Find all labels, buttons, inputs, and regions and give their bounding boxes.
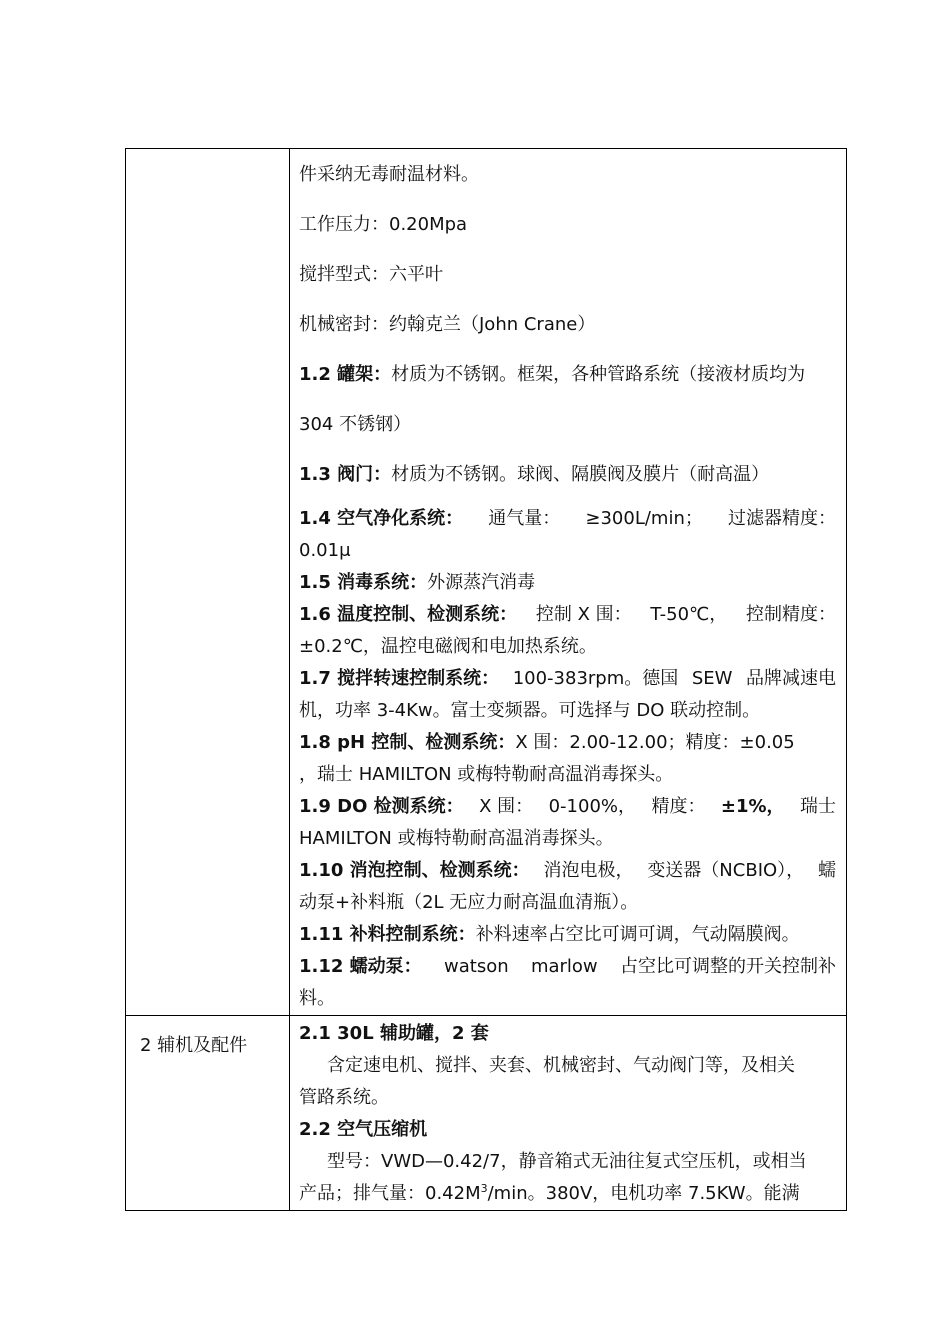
spec-line: 机，功率 3-4Kw。富士变频器。可选择与 DO 联动控制。 [299, 700, 761, 721]
table-row [126, 1016, 847, 1211]
spec-item-1-7: 1.7 搅拌转速控制系统： 100-383rpm。德国 SEW 品牌减速电 [299, 663, 836, 695]
spec-heading: 1.6 温度控制、检测系统： [299, 604, 518, 625]
row-label-cell [126, 1016, 290, 1211]
spec-heading: 1.8 pH 控制、检测系统： [299, 732, 516, 753]
table-row [126, 149, 847, 1016]
spec-item-1-4: 1.4 空气净化系统： 通气量： ≥300L/min； 过滤器精度： [299, 503, 836, 535]
spec-heading: 1.12 蠕动泵： [299, 956, 422, 977]
spec-heading: 1.9 DO 检测系统： [299, 796, 464, 817]
spec-line: 管路系统。 [299, 1087, 389, 1108]
row-label: 2 辅机及配件 [140, 1035, 248, 1056]
spec-heading: 1.5 消毒系统： [299, 572, 428, 593]
spec-line: HAMILTON 或梅特勒耐高温消毒探头。 [299, 828, 614, 849]
row-label [126, 149, 289, 163]
spec-line: 料。 [299, 988, 335, 1009]
spec-line: 型号：VWD—0.42/7，静音箱式无油往复式空压机，或相当 [327, 1151, 807, 1172]
spec-line: 0.01μ [299, 540, 351, 561]
row-label-cell [126, 149, 290, 1016]
spec-cell [290, 149, 847, 1016]
spec-heading-2-1: 2.1 30L 辅助罐，2 套 [299, 1023, 489, 1044]
spec-item-1-3: 1.3 阀门：材质为不锈钢。球阀、隔膜阀及膜片（耐高温） [299, 464, 770, 485]
spec-heading: 1.2 罐架： [299, 364, 392, 385]
spec-item-1-11: 1.11 补料控制系统：补料速率占空比可调可调，气动隔膜阀。 [299, 924, 800, 945]
spec-line: 工作压力：0.20Mpa [299, 214, 468, 235]
spec-item-1-10: 1.10 消泡控制、检测系统： 消泡电极， 变送器（NCBIO）， 蠕 [299, 855, 836, 887]
spec-heading: 1.4 空气净化系统： [299, 508, 464, 529]
spec-line: 产品；排气量：$0.42M^3/\min$。380V，电机功率 7.5KW。能满 [299, 1182, 800, 1204]
spec-line: 含定速电机、搅拌、夹套、机械密封、气动阀门等，及相关 [327, 1055, 795, 1076]
spec-line: ±0.2℃，温控电磁阀和电加热系统。 [299, 636, 597, 657]
spec-line: ，瑞士 HAMILTON 或梅特勒耐高温消毒探头。 [299, 764, 674, 785]
spec-item-1-9: 1.9 DO 检测系统： X 围： 0-100%， 精度： ±1%， 瑞士 [299, 791, 836, 823]
spec-heading: 1.11 补料控制系统： [299, 924, 476, 945]
spec-item-1-2: 1.2 罐架：材质为不锈钢。框架，各种管路系统（接液材质均为 [299, 364, 806, 385]
spec-item-1-8: 1.8 pH 控制、检测系统：X 围：2.00-12.00；精度：±0.05 [299, 732, 795, 753]
spec-line: 搅拌型式：六平叶 [299, 264, 443, 285]
spec-heading-2-2: 2.2 空气压缩机 [299, 1119, 428, 1140]
spec-heading: 1.3 阀门： [299, 464, 392, 485]
spec-line: 304 不锈钢） [299, 414, 412, 435]
spec-item-1-6: 1.6 温度控制、检测系统： 控制 X 围： T-50℃， 控制精度： [299, 599, 836, 631]
spec-line: 机械密封：约翰克兰（John Crane） [299, 314, 596, 335]
spec-item-1-12: 1.12 蠕动泵： watson marlow 占空比可调整的开关控制补 [299, 951, 836, 983]
spec-cell [290, 1016, 847, 1211]
spec-heading: 1.10 消泡控制、检测系统： [299, 860, 530, 881]
spec-item-1-5: 1.5 消毒系统：外源蒸汽消毒 [299, 572, 536, 593]
spec-line: 件采纳无毒耐温材料。 [299, 164, 479, 185]
spec-heading: 1.7 搅拌转速控制系统： [299, 668, 500, 689]
spec-line: 动泵+补料瓶（2L 无应力耐高温血清瓶）。 [299, 892, 639, 913]
superscript: 3 [480, 1182, 488, 1195]
spec-table [125, 148, 847, 1211]
